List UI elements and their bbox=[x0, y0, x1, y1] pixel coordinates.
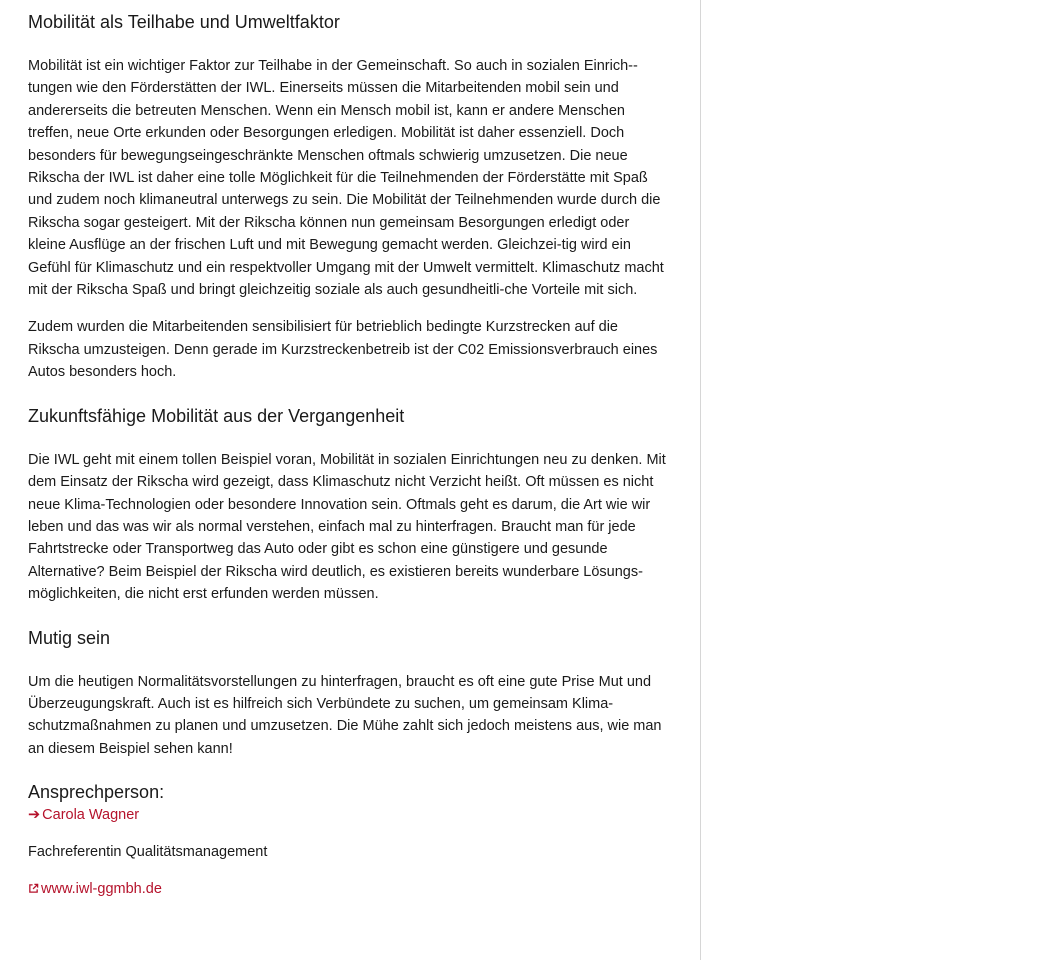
section-heading-future-mobility: Zukunftsfähige Mobilität aus der Vergangenheit bbox=[28, 405, 405, 426]
contact-name-label: Carola Wagner bbox=[42, 807, 140, 824]
paragraph-mobility-1: Mobilität ist ein wichtiger Faktor zur Teilhabe in der Gemeinschaft. So auch in sozialen Einrich-tungen wie den Förderstätten der IWL. Einerseits müssen die Mitarbeitenden mobil sein und andererseits die betreuten Menschen. Wenn ein Mensch mobil ist, kann er andere Menschen treffen, neue Orte erkunden oder Besorgungen erledigen. Mobilität ist daher essenziell. Doch besonders für bewegungseingeschränkte Menschen oftmals schwierig umzusetzen. Die neue Rikscha der IWL ist daher eine tolle Möglichkeit für die Teilnehmenden der Förderstätte mit Spaß und zudem noch klimaneutral unterwegs zu sein. Die Mobilität der Teilnehmenden wurde durch die Rikscha sogar gesteigert. Mit der Rikscha können nun gemeinsam Besorgungen erledigt oder kleine Ausflüge an der frischen Luft und mit Bewegung gemacht werden. Gleichzei-tig wird ein Gefühl für Klimaschutz und ein respektvoller Umgang mit der Umwelt vermittelt. Klimaschutz macht mit der Rikscha Spaß und bringt gleichzeitig soziale als auch gesundheitli-che Vorteile mit sich. bbox=[28, 58, 664, 299]
website-label: www.iwl-ggmbh.de bbox=[41, 881, 162, 898]
contact-name-line bbox=[28, 804, 668, 826]
contact-role: Fachreferentin Qualitätsmanagement bbox=[28, 844, 268, 861]
contact-heading: Ansprechperson: bbox=[28, 782, 165, 803]
paragraph-future-mobility: Die IWL geht mit einem tollen Beispiel voran, Mobilität in sozialen Einrichtungen neu zu denken. Mit dem Einsatz der Rikscha wird gezeigt, dass Klimaschutz nicht Verzicht heißt. Oft müssen es nicht neue Klima-Technologien oder besondere Innovation sein. Oftmals geht es darum, die Art wie wir leben und das was wir als normal verstehen, einfach mal zu hinterfragen. Braucht man für jede Fahrtstrecke oder Transportweg das Auto oder gibt es schon eine günstigere und gesunde Alternative? Beim Beispiel der Rikscha wird deutlich, es existieren bereits wunderbare Lösungs-möglichkeiten, die nicht erst erfunden werden müssen. bbox=[28, 451, 666, 603]
section-heading-mobility: Mobilität als Teilhabe und Umweltfaktor bbox=[28, 12, 340, 32]
paragraph-mobility-2: Zudem wurden die Mitarbeitenden sensibilisiert für betrieblich bedingte Kurzstrecken auf die Rikscha umzusteigen. Denn gerade im Kurzstreckenbetreib ist der C02 Emissionsverbrauch eines Autos besonders hoch. bbox=[28, 319, 658, 381]
sidebar-divider bbox=[700, 0, 701, 960]
paragraph-be-brave: Um die heutigen Normalitätsvorstellungen zu hinterfragen, braucht es oft eine gute Prise Mut und Überzeugungskraft. Auch ist es hilfreich sich Verbündete zu suchen, um gemeinsam Klima-schutzmaßnahmen zu planen und umzusetzen. Die Mühe zahlt sich jedoch meistens aus, wie man an diesem Beispiel sehen kann! bbox=[28, 673, 662, 757]
article-content bbox=[28, 0, 668, 900]
section-heading-be-brave: Mutig sein bbox=[28, 627, 111, 648]
website-link[interactable] bbox=[28, 881, 162, 897]
external-link-icon bbox=[28, 883, 39, 894]
arrow-right-icon: ➔ bbox=[28, 807, 41, 824]
contact-name-link[interactable] bbox=[28, 807, 139, 823]
contact-website-line bbox=[28, 878, 668, 900]
